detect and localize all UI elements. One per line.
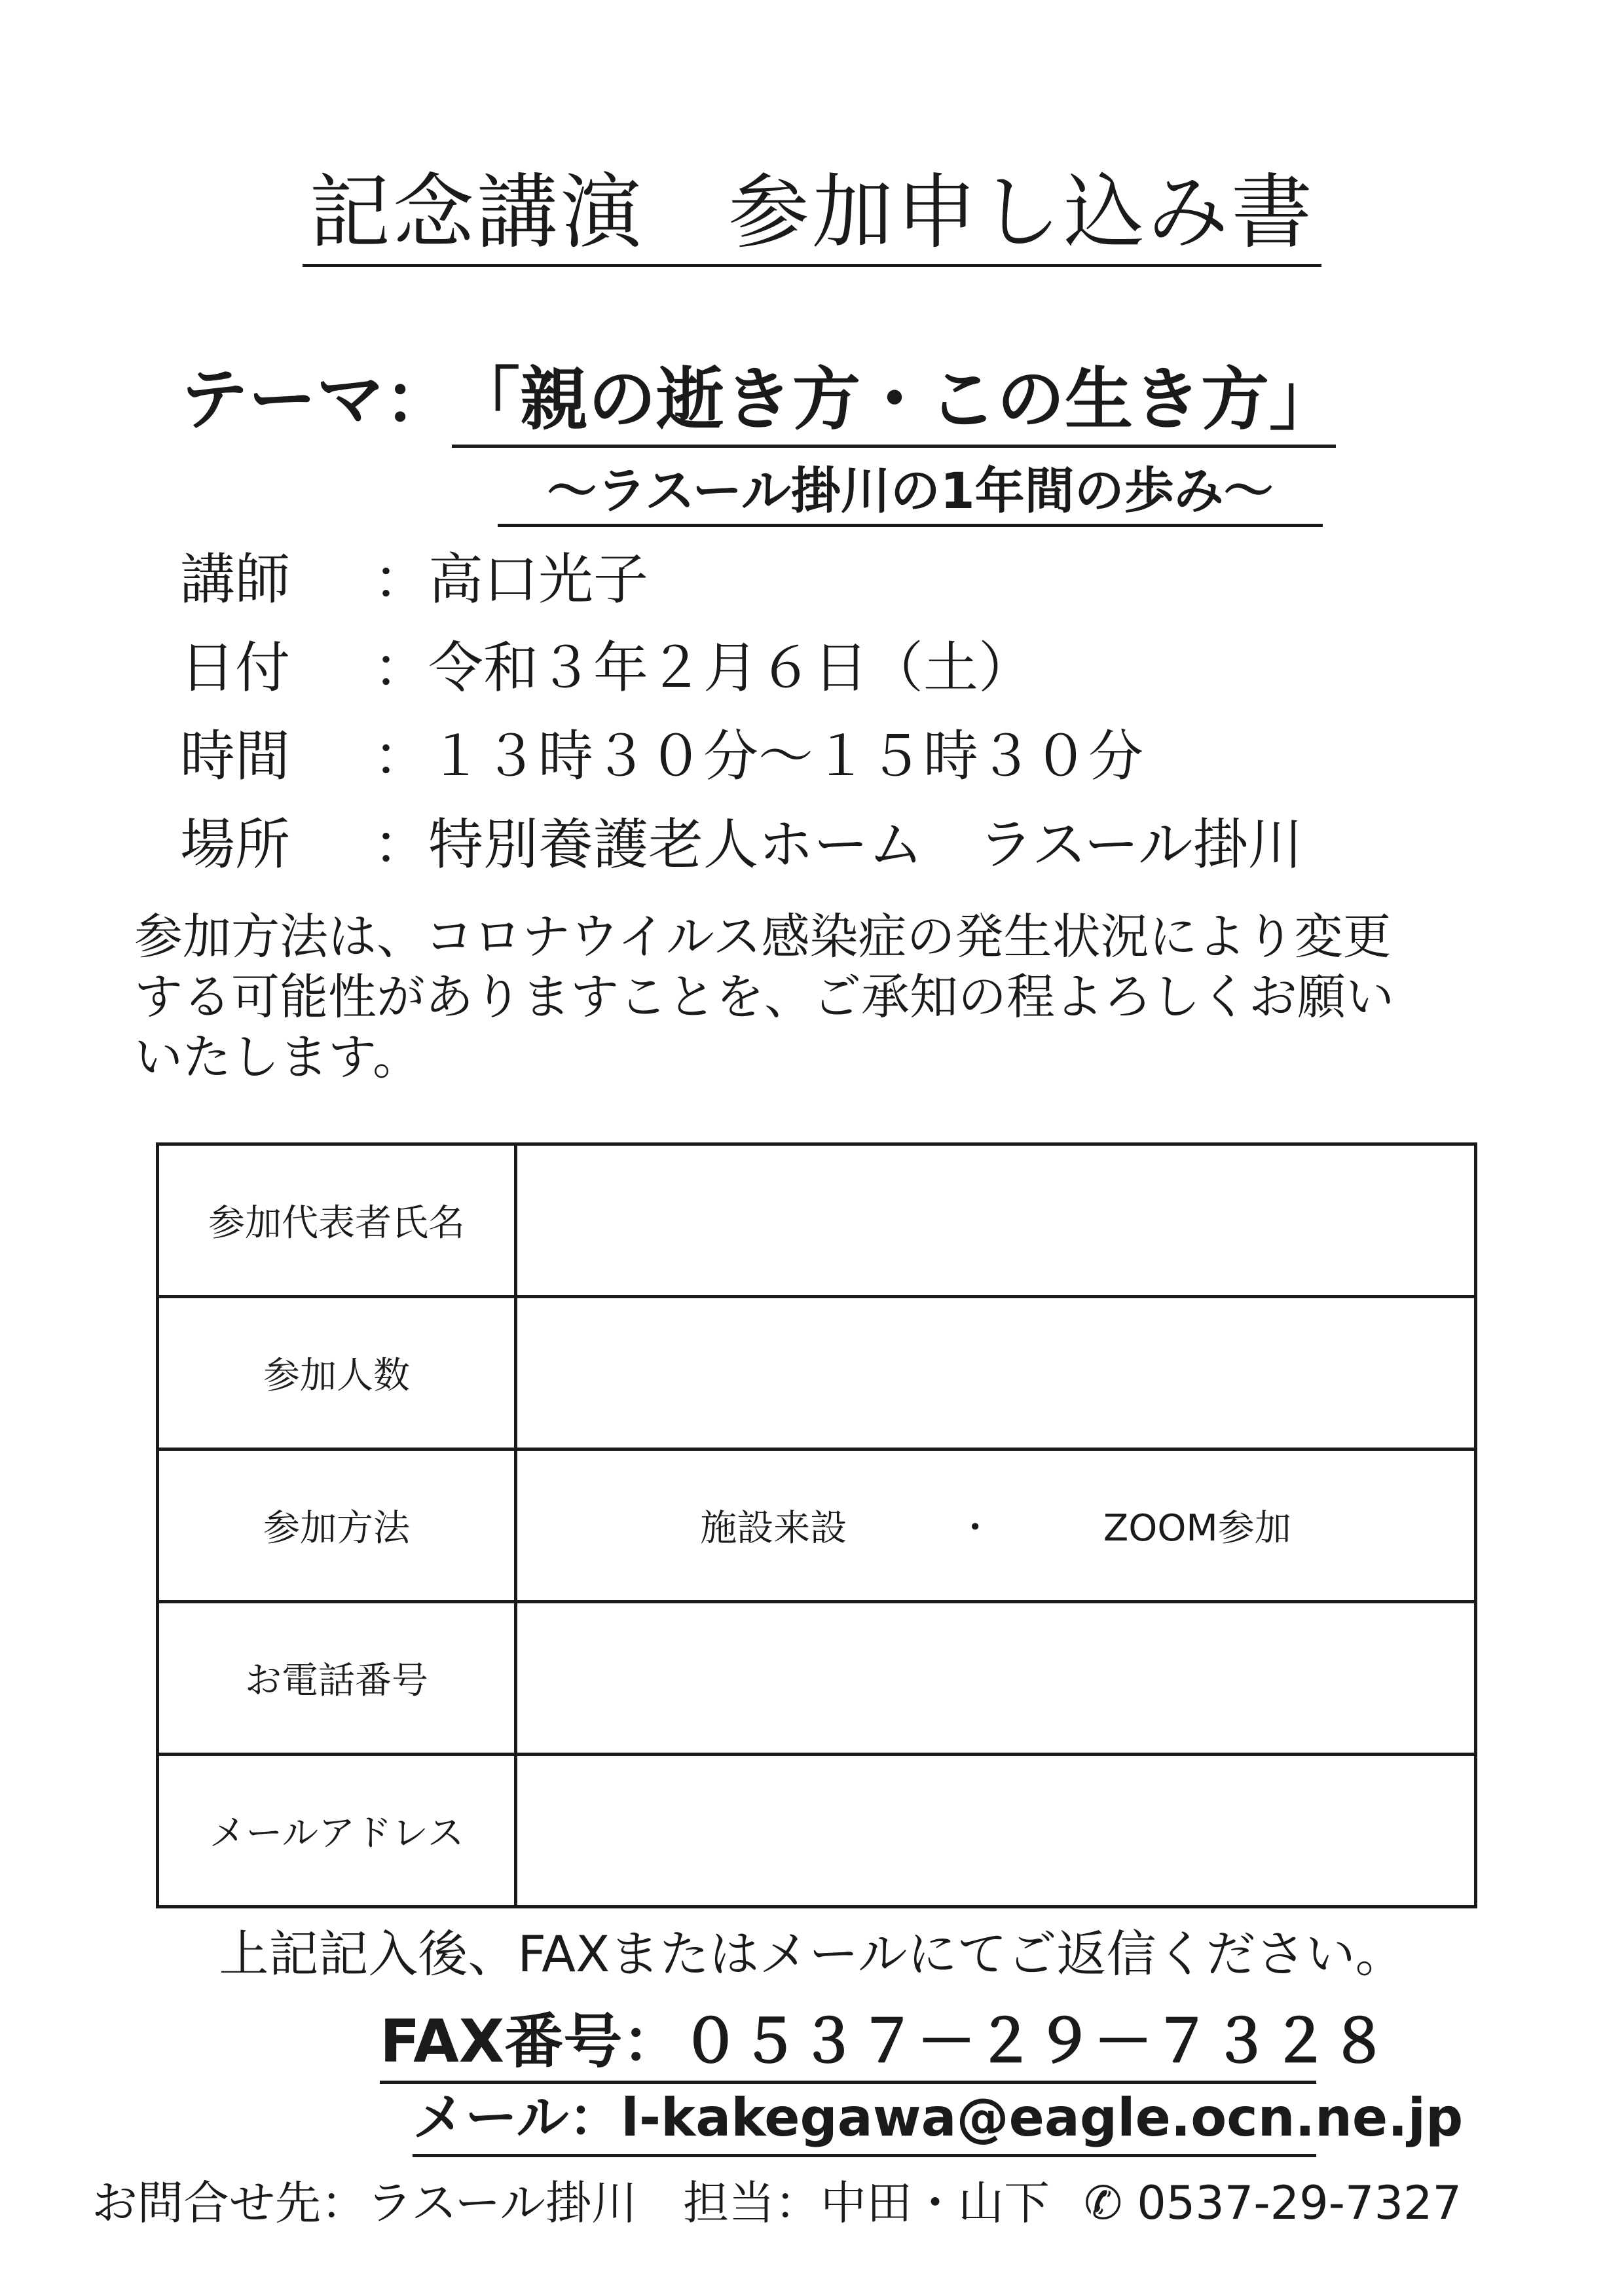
phone-icon: ✆ [1084,2176,1122,2230]
page-title-text: 記念講演 参加申し込み書 [303,166,1321,267]
form-row-representative [158,1144,1476,1297]
notice-text [134,907,1496,1087]
participant-count-field[interactable] [516,1297,1476,1449]
venue-label: 場所 [180,812,291,877]
email-address: メール：l-kakegawa@eagle.ocn.ne.jp [413,2082,1316,2157]
date-label: 日付 [180,636,291,700]
method-option-separator: ・ [957,1507,994,1550]
lecturer-label: 講師 [180,547,291,611]
form-row-phone [158,1602,1476,1755]
participation-method-field [516,1449,1476,1602]
time-value: ：１３時３０分〜１５時３０分 [373,724,1144,788]
participant-count-label: 参加人数 [158,1297,516,1449]
phone-number-label: お電話番号 [158,1602,516,1755]
time-label: 時間 [180,724,291,788]
form-row-method [158,1449,1476,1602]
form-row-participants [158,1297,1476,1449]
email-address-field[interactable] [516,1755,1476,1907]
fax-number: FAX番号：０５３７－２９－７３２８ [380,2003,1316,2084]
lecturer-value: ：高口光子 [373,547,649,611]
theme-subtitle: 〜ラスール掛川の1年間の歩み〜 [498,458,1323,527]
participation-method-label: 参加方法 [158,1449,516,1602]
form-row-email [158,1755,1476,1907]
phone-number-field[interactable] [516,1602,1476,1755]
page-title [0,164,1624,262]
theme-label: テーマ： [180,359,453,439]
theme-title: 「親の逝き方・この生き方」 [452,357,1336,448]
date-value: ：令和３年２月６日（土） [373,636,1034,700]
contact-info [92,2170,1545,2236]
email-address-label: メールアドレス [158,1755,516,1907]
contact-phone: 0537-29-7327 [1137,2176,1462,2230]
method-option-zoom[interactable]: ZOOM参加 [1103,1507,1291,1550]
representative-name-label: 参加代表者氏名 [158,1144,516,1297]
return-instruction: 上記記入後、FAXまたはメールにてご返信ください。 [219,1925,1405,1983]
notice-line: 参加方法は、コロナウイルス感染症の発生状況により変更 [134,909,1392,965]
contact-text: お問合せ先：ラスール掛川 担当：中田・山下 [92,2176,1050,2230]
notice-line: する可能性がありますことを、ご承知の程よろしくお願い [134,969,1394,1025]
application-form-table [156,1142,1477,1908]
notice-line: いたします。 [134,1029,422,1085]
representative-name-field[interactable] [516,1144,1476,1297]
method-option-onsite[interactable]: 施設来設 [700,1507,847,1550]
venue-value: ：特別養護老人ホーム ラスール掛川 [373,812,1303,877]
